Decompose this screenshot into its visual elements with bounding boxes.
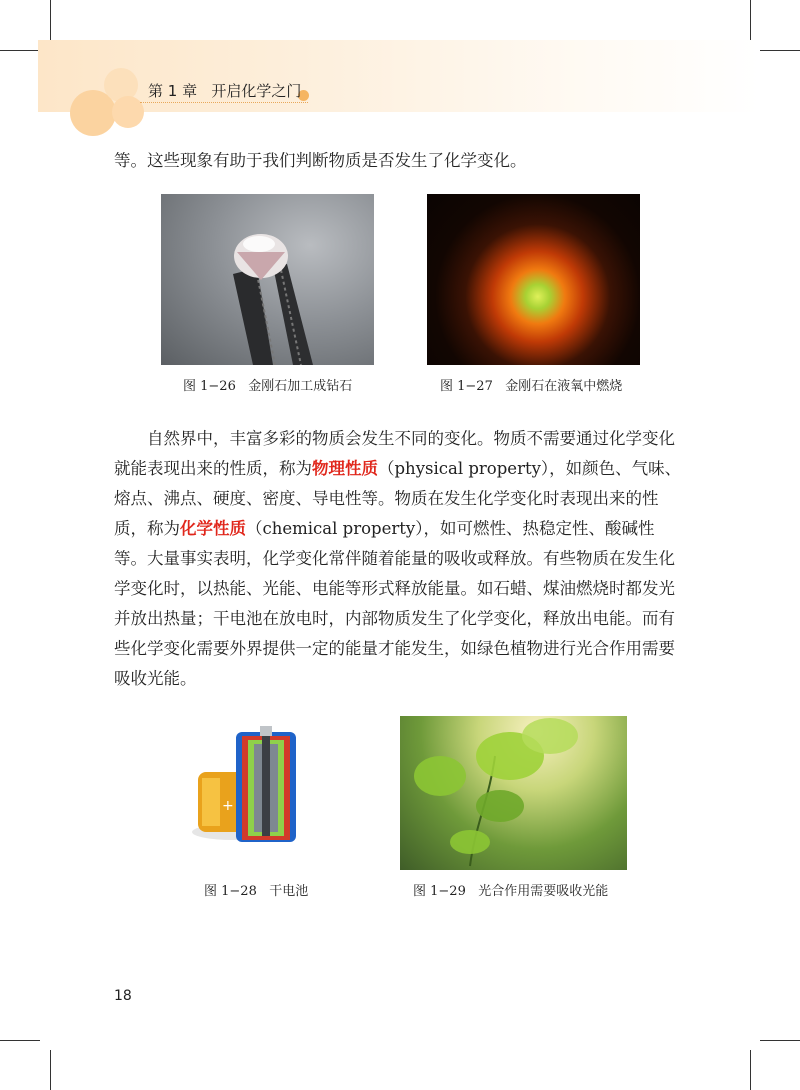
photo-green-leaves xyxy=(400,716,627,870)
term-physical-property: 物理性质 xyxy=(312,459,378,478)
crop-mark xyxy=(50,1050,51,1090)
crop-mark xyxy=(760,50,800,51)
figure-caption-1-26: 图 1−26 金刚石加工成钻石 xyxy=(183,379,353,394)
paragraph-energy: 大量事实表明，化学变化常伴随着能量的吸收或释放。有些物质在发生化学变化时，以热能、光能、电能等形式释放能量。如石蜡、煤油燃烧时都发光并放出热量；干电池在放电时，内部物质发生了化学变化，释放出电能。而有些化学变化需要外界提供一定的能量才能发生，如绿色植物进行光合作用需要吸收光能。 xyxy=(114,549,675,688)
figure-caption-1-28: 图 1−28 干电池 xyxy=(204,884,309,899)
figure-caption-1-29: 图 1−29 光合作用需要吸收光能 xyxy=(413,884,609,899)
chapter-underline xyxy=(140,102,308,103)
paragraph-properties: 自然界中，丰富多彩的物质会发生不同的变化。物质不需要通过化学变化就能表现出来的性质，称为物理性质（physical property），如颜色、气味、熔点、沸点、硬度、密度、导电性等。物质在发生化学变化时表现出来的性质，称为化学性质（chemical property），如可燃性、热稳定性、酸碱性等。 xyxy=(114,429,682,568)
photo-diamond-tweezers xyxy=(161,194,374,365)
term-chemical-property: 化学性质 xyxy=(180,519,246,538)
crop-mark xyxy=(760,1040,800,1041)
crop-mark xyxy=(750,1050,751,1090)
continuation-text: 等。这些现象有助于我们判断物质是否发生了化学变化。 xyxy=(114,151,527,170)
chapter-heading: 第 1 章 开启化学之门 xyxy=(148,82,302,100)
crop-mark xyxy=(0,50,40,51)
photo-dry-battery xyxy=(192,722,322,846)
crop-mark xyxy=(750,0,751,40)
figure-caption-1-27: 图 1−27 金刚石在液氧中燃烧 xyxy=(440,379,623,394)
crop-mark xyxy=(50,0,51,40)
photo-diamond-burning xyxy=(427,194,640,365)
svg-text:+: + xyxy=(222,798,234,814)
page-number: 18 xyxy=(114,988,132,1004)
decorative-circle xyxy=(112,96,144,128)
crop-mark xyxy=(0,1040,40,1041)
